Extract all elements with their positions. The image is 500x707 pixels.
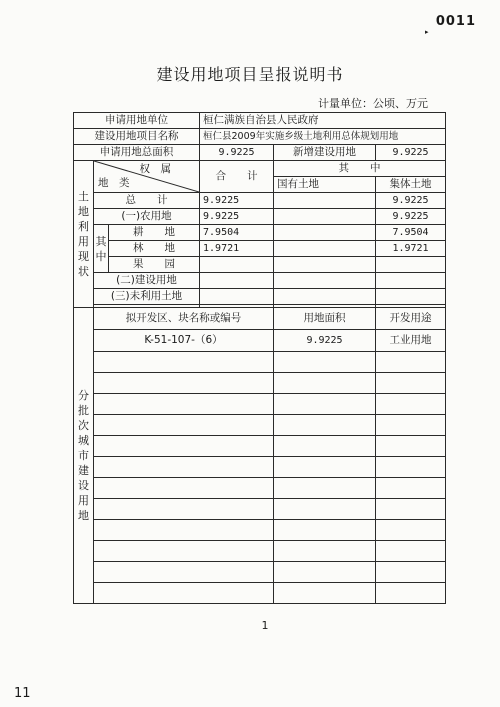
area-header: 用地面积 [274,308,376,330]
land-use-row-state [274,193,376,209]
batch-empty-row [74,394,446,415]
land-use-row-label: 总 计 [94,193,200,209]
batch-empty-row [74,457,446,478]
page-number: 1 [261,619,269,632]
project-value: 桓仁县2009年实施乡级土地利用总体规划用地 [200,129,446,145]
land-use-row-label: (二)建设用地 [94,273,200,289]
land-use-row-state [274,257,376,273]
land-use-row-state [274,241,376,257]
total-area-value: 9.9225 [200,145,274,161]
land-use-row-collective: 1.9721 [376,241,446,257]
corner-dot: ▸ [425,28,429,36]
land-use-row-total [200,273,274,289]
applicant-row [74,113,446,129]
zone-header: 拟开发区、块名称或编号 [94,308,274,330]
application-form-table [73,112,446,604]
land-use-row-collective [376,273,446,289]
land-use-row-total [200,257,274,273]
state-owned-header: 国有土地 [274,177,376,193]
new-construction-label: 新增建设用地 [274,145,376,161]
use-header: 开发用途 [376,308,446,330]
land-use-section-label-char: 地 [78,205,89,218]
batch-header-row [74,308,446,330]
batch-empty-row [74,436,446,457]
batch-section-label-char: 市 [78,449,89,462]
batch-section-label-char: 设 [78,479,89,492]
batch-section-label-char: 批 [78,404,89,417]
unit-label: 计量单位：公顷、万元 [318,97,428,110]
land-use-header-row-1 [74,161,446,177]
land-use-row-state [274,273,376,289]
bottom-handwritten-mark: 11 [14,686,31,701]
applicant-label: 申请用地单位 [74,113,200,129]
land-use-row [74,209,446,225]
batch-empty-row [74,415,446,436]
batch-empty-row [74,562,446,583]
land-use-row-total: 7.9504 [200,225,274,241]
land-use-row-collective [376,257,446,273]
land-use-sub-label [94,225,109,273]
land-use-row [74,193,446,209]
land-use-row [74,273,446,289]
project-label: 建设用地项目名称 [74,129,200,145]
batch-empty-row [74,583,446,604]
batch-empty-row [74,373,446,394]
batch-empty-row [74,352,446,373]
batch-section-label-char: 次 [78,419,89,432]
batch-section-label [74,308,94,604]
land-use-section-label-char: 状 [78,265,89,278]
land-use-row-collective: 9.9225 [376,209,446,225]
batch-section-label-char: 城 [78,434,89,447]
total-area-row [74,145,446,161]
landtype-header: 地 类 [98,177,130,189]
corner-page-mark: 0011 [435,14,476,29]
land-use-row-total: 9.9225 [200,209,274,225]
batch-row-area: 9.9225 [274,330,376,352]
batch-section-label-char: 分 [78,389,89,402]
total-area-label: 申请用地总面积 [74,145,200,161]
land-use-row-label: (一)农用地 [94,209,200,225]
new-construction-value: 9.9225 [376,145,446,161]
batch-row-use: 工业用地 [376,330,446,352]
land-use-section-label-char: 用 [78,235,89,248]
land-use-row-collective: 9.9225 [376,193,446,209]
land-use-row-label: 果 园 [109,257,200,273]
land-use-row [74,257,446,273]
land-use-row-collective [376,289,446,305]
land-use-section-label-char: 土 [78,190,89,203]
land-use-row-total: 1.9721 [200,241,274,257]
land-use-sub-label-char: 其 [95,234,107,248]
ownership-header: 权 属 [139,163,172,175]
landtype-ownership-header [94,161,200,193]
land-use-row-label: 耕 地 [109,225,200,241]
batch-row-zone: K-51-107-（6） [94,330,274,352]
land-use-section-label-char: 利 [78,220,89,233]
land-use-section-label [74,161,94,308]
land-use-row [74,289,446,305]
land-use-row-total [200,289,274,305]
land-use-section-label-char: 现 [78,250,89,263]
among-header: 其 中 [274,161,446,177]
batch-empty-row [74,541,446,562]
document-title: 建设用地项目呈报说明书 [156,65,344,84]
batch-empty-row [74,520,446,541]
land-use-row-label: 林 地 [109,241,200,257]
batch-empty-row [74,478,446,499]
land-use-row-label: (三)未利用土地 [94,289,200,305]
batch-row [74,330,446,352]
total-header: 合 计 [200,161,274,193]
land-use-row [74,225,446,241]
batch-section-label-char: 建 [78,464,89,477]
land-use-row-total: 9.9225 [200,193,274,209]
land-use-sub-label-char: 中 [95,249,107,263]
land-use-row [74,241,446,257]
batch-section-label-char: 地 [78,509,89,522]
land-use-row-state [274,289,376,305]
batch-section-label-char: 用 [78,494,89,507]
land-use-row-collective: 7.9504 [376,225,446,241]
applicant-value: 桓仁满族自治县人民政府 [200,113,446,129]
batch-empty-row [74,499,446,520]
project-row [74,129,446,145]
collective-header: 集体土地 [376,177,446,193]
land-use-row-state [274,225,376,241]
land-use-row-state [274,209,376,225]
